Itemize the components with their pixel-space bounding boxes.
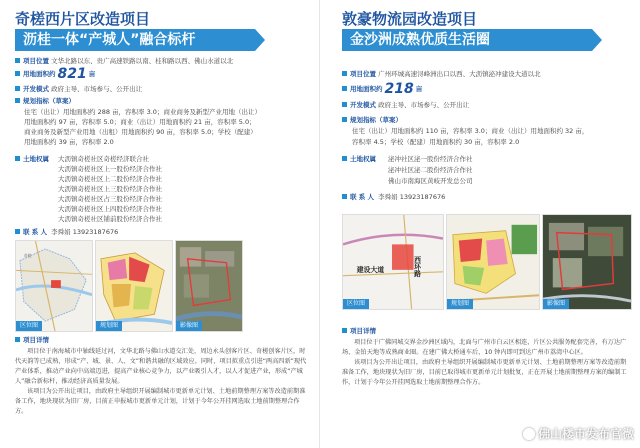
bullet-icon — [342, 86, 347, 91]
right-project-title: 敦豪物流园改造项目 — [342, 10, 478, 28]
right-banner-arrow — [592, 29, 602, 51]
left-plan-heading: 规划指标（草案） — [15, 97, 75, 106]
map-caption: 区位图 — [343, 299, 369, 309]
right-mode-row: 开发模式 政府主导、市场参与、公开出让 — [342, 101, 469, 110]
left-plan-line: 用地面积约 97 亩，容积率 5.0；商业（出让）用地面积约 21 亩，容积率 5.0； — [24, 118, 256, 126]
bullet-icon — [15, 98, 20, 103]
right-owner-row: 土地权属 — [342, 155, 376, 164]
left-plan-line: 商业商务及新型产业用地（出租）用地面积约 90 亩，容积率 5.0；学校（配建） — [24, 128, 257, 136]
map-street-label-2: 西环路 — [412, 256, 421, 277]
left-detail-heading: 项目详情 — [15, 336, 49, 345]
weibo-watermark: 佛山楼市发布官微 — [523, 425, 634, 442]
left-banner-arrow — [255, 29, 265, 51]
right-location-map — [342, 214, 444, 310]
bullet-icon — [342, 102, 347, 107]
map-street-label-1: 建设大道 — [356, 265, 385, 274]
bullet-icon — [342, 71, 347, 76]
right-plan-heading: 规划指标（草案） — [342, 116, 402, 125]
left-detail-text — [15, 347, 307, 417]
left-mode-row: 开发模式 政府主导、市场参与、公开出让 — [15, 85, 142, 94]
left-planning-map — [95, 240, 173, 332]
left-owner-row: 土地权属 — [15, 155, 49, 164]
right-plan-line: 住宅（出让）用地面积约 110 亩，容积率 3.0；商业（出让）用地面积约 32 亩， — [352, 127, 589, 135]
right-slogan-banner: 金沙洲成熟优质生活圈 — [342, 29, 592, 51]
right-aerial-map — [542, 214, 632, 310]
right-owner-item: 泌冲社区泌一股份经济合作社 — [388, 155, 473, 163]
planning-map-graphic — [447, 215, 539, 309]
weibo-logo-icon — [523, 428, 535, 440]
right-contact-row: 联 系 人 李舜娟 13923187676 — [342, 193, 445, 202]
right-plan-line: 容积率 4.5；学校（配建）用地面积约 30 亩，容积率 2.0 — [352, 138, 520, 146]
detail-paragraph: 该项目为公开出让项目，由政府主导组织开展编制城市更新单元计划、土地前期整理方案等改造前期准备工作，地块现状为旧厂房，目前正申报城市更新单元计划，计划于今年公开挂网选取土地前期整理合作方。 — [15, 388, 306, 415]
detail-paragraph: 项目位于南海城市中轴线延过河，文华北路与佛山水道交汇处，周边永头创客片区、奇槎创客片区，时代天韵等已成熟，形成“产、城、景、人、文”和谐共融的区域效应。同时，项目拟重点引进“两高四新”现代产业体系，推动产业向中高端迈进，提高产业核心竞争力，以产业吸引人才，以人才促进产业，形成“产城人”融合新标杆，推动经济高质量发展。 — [15, 348, 307, 385]
right-page — [320, 0, 640, 448]
left-area-value: 821 — [57, 66, 87, 82]
bullet-icon — [15, 337, 20, 342]
right-detail-text — [342, 338, 630, 388]
map-caption: 区位图 — [16, 321, 42, 331]
left-owner-item: 大沥镇奇槎社区上三股份经济合作社 — [58, 185, 162, 193]
left-owner-item: 大沥镇奇槎社区上一股份经济合作社 — [58, 165, 162, 173]
aerial-map-graphic — [543, 215, 631, 309]
svg-text:奇槎: 奇槎 — [23, 252, 32, 258]
left-owner-item: 大沥镇奇槎社区奇槎经济联合社 — [58, 155, 149, 163]
detail-paragraph: 该项目为公开出让项目，由政府主导组织开展编制城市更新单元计划、土地前期整理方案等改造前期准备工作，地块现状为旧厂房，目前已取得城市更新单元计划批复，正在开展土地前期整理方案的编制工作，计划于今年公开挂网选取土地前期整理合作方。 — [342, 359, 627, 386]
left-aerial-map — [175, 240, 243, 332]
right-owner-item: 佛山市南海区黄岐开发总公司 — [388, 177, 473, 185]
right-detail-heading: 项目详情 — [342, 327, 376, 336]
aerial-map-graphic — [176, 241, 242, 331]
left-slogan-banner: 沥桂一体“产城人”融合标杆 — [15, 29, 255, 51]
left-owner-item: 大沥镇奇槎社区铺前股份经济合作社 — [58, 215, 162, 223]
map-caption: 规划图 — [96, 321, 122, 331]
left-plan-line: 住宅（出让）用地面积约 288 亩，容积率 3.0；商业商务及新型产业用地（出让） — [24, 108, 261, 116]
bullet-icon — [342, 194, 347, 199]
map-caption: 规划图 — [447, 299, 473, 309]
detail-paragraph: 项目位于广佛同城交界金沙洲区域内，北面与广州市白云区相连，片区公共服务配套完善，有万达广场、金铂天地等成熟商业圈。在建广佛大桥通车后，10 钟内即可到达广州市荔湾中心区。 — [342, 339, 627, 356]
bullet-icon — [15, 58, 20, 63]
left-owner-item: 大沥镇奇槎社区上二股份经济合作社 — [58, 175, 162, 183]
left-area-row: 用地面积约 821 亩 — [15, 70, 95, 79]
location-map-graphic — [343, 215, 443, 309]
left-plan-line: 用地面积约 39 亩，容积率 2.0 — [24, 138, 114, 146]
location-map-graphic — [16, 241, 92, 331]
left-contact-row: 联 系 人 李舜娟 13923187676 — [15, 228, 118, 237]
bullet-icon — [342, 156, 347, 161]
right-area-row: 用地面积约 218 亩 — [342, 85, 422, 94]
bullet-icon — [342, 328, 347, 333]
right-location-row: 项目位置 广州环城高速浔峰洲出口以西、大沥镇泌冲建设大道以北 — [342, 70, 541, 79]
right-owner-item: 泌冲社区泌二股份经济合作社 — [388, 166, 473, 174]
right-area-value: 218 — [384, 81, 414, 97]
map-caption: 影像图 — [543, 299, 569, 309]
left-location-map — [15, 240, 93, 332]
bullet-icon — [15, 86, 20, 91]
left-owner-item: 大沥镇奇槎社区占三股份经济合作社 — [58, 195, 162, 203]
map-caption: 影像图 — [176, 321, 202, 331]
planning-map-graphic — [96, 241, 172, 331]
bullet-icon — [342, 117, 347, 122]
bullet-icon — [15, 71, 20, 76]
left-project-title: 奇槎西片区改造项目 — [15, 10, 151, 28]
bullet-icon — [15, 229, 20, 234]
left-owner-item: 大沥镇奇槎社区上四股份经济合作社 — [58, 205, 162, 213]
bullet-icon — [15, 156, 20, 161]
right-planning-map — [446, 214, 540, 310]
left-location-row: 项目位置 文华北路以东、贵广高速铁路以南、桂和路以西、佛山水道以北 — [15, 57, 233, 66]
